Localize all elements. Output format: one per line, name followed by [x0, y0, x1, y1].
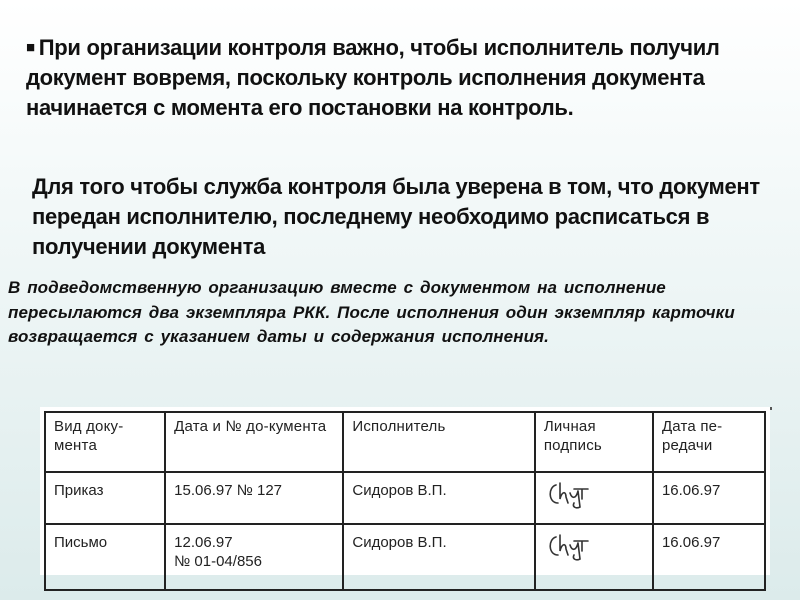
cell-doc-date-number: 15.06.97 № 127 [165, 472, 343, 524]
signature-icon [544, 477, 604, 509]
doc-date: 12.06.97 [174, 534, 233, 551]
scan-artifact [770, 407, 772, 410]
cell-signature [535, 472, 653, 524]
header-doc-date-number: Дата и № до-кумента [165, 412, 343, 472]
doc-number: № 01-04/856 [174, 553, 262, 570]
rkk-table-image [40, 407, 770, 575]
cell-transfer-date: 16.06.97 [653, 472, 765, 524]
rkk-table [44, 411, 766, 591]
header-signature: Личная подпись [535, 412, 653, 472]
cell-signature [535, 524, 653, 590]
paragraph-signature-requirement: Для того чтобы служба контроля была уверена в том, что документ передан исполнителю, последнему необходимо расписаться в получении документа [32, 174, 760, 259]
paragraph-rkk-procedure: В подведомственную организацию вместе с документом на исполнение пересылаются два экземпляра РКК. После исполнения один экземпляр карточки возвращается с указанием даты и содержания исполнения. [8, 278, 735, 346]
paragraph-text: При организации контроля важно, чтобы исполнитель получил документ вовремя, поскольку контроль исполнения документа начинается с момента его постановки на контроль. [26, 35, 720, 120]
header-transfer-date: Дата пе-редачи [653, 412, 765, 472]
signature-icon [544, 529, 604, 561]
table-row [45, 524, 765, 590]
paragraph-control-importance [26, 33, 786, 123]
cell-executor: Сидоров В.П. [343, 524, 534, 590]
table-header-row [45, 412, 765, 472]
table-row [45, 472, 765, 524]
cell-doc-date-number [165, 524, 343, 590]
header-doc-type: Вид доку-мента [45, 412, 165, 472]
cell-transfer-date: 16.06.97 [653, 524, 765, 590]
cell-doc-type: Письмо [45, 524, 165, 590]
header-executor: Исполнитель [343, 412, 534, 472]
cell-doc-type: Приказ [45, 472, 165, 524]
cell-executor: Сидоров В.П. [343, 472, 534, 524]
square-bullet-icon: ■ [26, 39, 35, 56]
